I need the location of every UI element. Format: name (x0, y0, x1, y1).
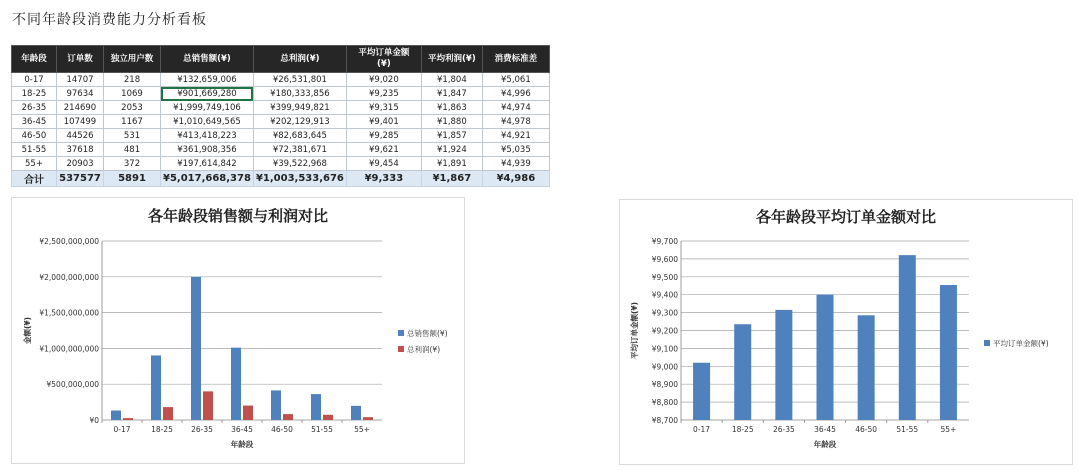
table-cell[interactable]: ¥1,863 (421, 101, 482, 115)
table-cell[interactable]: ¥4,974 (482, 101, 549, 115)
table-cell[interactable]: ¥72,381,671 (253, 143, 346, 157)
x-tick-label: 18-25 (731, 425, 754, 434)
y-tick-label: ¥8,700 (651, 416, 678, 425)
summary-table (11, 45, 550, 187)
y-tick-label: ¥9,600 (651, 254, 678, 264)
x-tick-label: 26-35 (191, 425, 213, 434)
table-cell[interactable]: ¥1,924 (421, 143, 482, 157)
sales-profit-chart-panel (11, 197, 465, 464)
table-cell[interactable]: 37618 (57, 143, 104, 157)
chart-title: 各年龄段平均订单金额对比 (755, 208, 937, 226)
table-cell[interactable]: ¥197,614,842 (161, 157, 254, 171)
bar (734, 324, 751, 420)
y-tick-label: ¥1,000,000,000 (39, 344, 99, 354)
legend-swatch (398, 330, 404, 336)
table-row (12, 157, 550, 171)
x-tick-label: 18-25 (151, 425, 173, 434)
bar (817, 295, 834, 420)
table-cell[interactable]: ¥4,921 (482, 129, 549, 143)
x-tick-label: 26-35 (772, 425, 795, 434)
table-cell[interactable]: ¥202,129,913 (253, 115, 346, 129)
table-cell[interactable]: ¥9,454 (346, 157, 421, 171)
table-cell[interactable]: ¥9,020 (346, 73, 421, 87)
y-axis-label: 金额(¥) (23, 316, 32, 345)
bar (283, 414, 293, 420)
x-tick-label: 0-17 (113, 425, 131, 434)
table-cell[interactable]: ¥1,804 (421, 73, 482, 87)
table-cell[interactable]: ¥399,949,821 (253, 101, 346, 115)
avg-order-chart (620, 200, 1072, 464)
y-tick-label: ¥0 (89, 416, 99, 425)
page-title: 不同年龄段消费能力分析看板 (12, 12, 207, 28)
table-cell[interactable]: 0-17 (12, 73, 57, 87)
x-tick-label: 51-55 (311, 425, 333, 434)
bar (123, 418, 133, 420)
table-cell[interactable]: 97634 (57, 87, 104, 101)
x-axis-label: 年龄段 (230, 440, 254, 449)
y-tick-label: ¥9,500 (651, 272, 678, 282)
table-cell[interactable]: ¥9,401 (346, 115, 421, 129)
chart-title: 各年龄段销售额与利润对比 (147, 207, 329, 225)
y-tick-label: ¥2,500,000,000 (39, 237, 99, 246)
y-tick-label: ¥2,000,000,000 (39, 272, 99, 282)
table-cell[interactable]: ¥5,035 (482, 143, 549, 157)
table-cell[interactable]: ¥1,010,649,565 (161, 115, 254, 129)
bar (163, 407, 173, 420)
bar (351, 406, 361, 420)
legend-label: 平均订单金额(¥) (993, 339, 1049, 348)
total-cell[interactable]: ¥1,867 (421, 171, 482, 187)
table-row (12, 115, 550, 129)
table-header-row (12, 46, 550, 73)
total-cell[interactable]: ¥4,986 (482, 171, 549, 187)
table-cell[interactable]: ¥180,333,856 (253, 87, 346, 101)
x-axis-label: 年龄段 (813, 440, 837, 449)
bar (191, 277, 201, 420)
sales-profit-chart (12, 198, 464, 463)
table-cell[interactable]: ¥9,235 (346, 87, 421, 101)
total-row (12, 171, 550, 187)
table-cell[interactable]: 531 (104, 129, 161, 143)
table-cell[interactable]: ¥413,418,223 (161, 129, 254, 143)
bar (243, 406, 253, 420)
table-cell[interactable]: ¥4,996 (482, 87, 549, 101)
total-cell[interactable]: ¥9,333 (346, 171, 421, 187)
legend-label: 总利润(¥) (407, 345, 441, 354)
table-cell[interactable]: 46-50 (12, 129, 57, 143)
table-cell[interactable]: ¥132,659,006 (161, 73, 254, 87)
table-cell[interactable]: ¥1,999,749,106 (161, 101, 254, 115)
table-cell[interactable]: 14707 (57, 73, 104, 87)
bar (693, 363, 710, 420)
column-header: 平均利润(¥) (421, 46, 482, 73)
table-cell[interactable]: 20903 (57, 157, 104, 171)
table-cell[interactable]: ¥361,908,356 (161, 143, 254, 157)
y-tick-label: ¥9,300 (651, 308, 678, 318)
bar (940, 285, 957, 420)
x-tick-label: 36-45 (231, 425, 253, 434)
x-tick-label: 55+ (940, 425, 957, 434)
bar (363, 417, 373, 420)
table-cell[interactable]: 218 (104, 73, 161, 87)
table-cell[interactable]: ¥9,315 (346, 101, 421, 115)
total-cell[interactable]: ¥1,003,533,676 (253, 171, 346, 187)
column-header: 消费标准差 (482, 46, 549, 73)
selected-cell[interactable]: ¥901,669,280 (161, 87, 254, 101)
legend-swatch (398, 346, 404, 352)
table-cell[interactable]: 44526 (57, 129, 104, 143)
bar (775, 310, 792, 420)
bar (151, 355, 161, 420)
table-row (12, 87, 550, 101)
y-tick-label: ¥9,700 (651, 237, 678, 246)
table-cell[interactable]: ¥5,061 (482, 73, 549, 87)
x-tick-label: 46-50 (271, 425, 293, 434)
table-cell[interactable]: 1069 (104, 87, 161, 101)
table-cell[interactable]: 1167 (104, 115, 161, 129)
bar (271, 390, 281, 420)
table-cell[interactable]: 481 (104, 143, 161, 157)
bar (203, 391, 213, 420)
bar (899, 255, 916, 420)
x-tick-label: 51-55 (896, 425, 919, 434)
column-header: 订单数 (57, 46, 104, 73)
y-tick-label: ¥9,200 (651, 326, 678, 336)
bar (323, 415, 333, 420)
x-tick-label: 55+ (354, 425, 370, 434)
column-header: 平均订单金额 (¥) (346, 46, 421, 73)
table-cell[interactable]: ¥1,857 (421, 129, 482, 143)
bar (858, 315, 875, 420)
table-cell[interactable]: 55+ (12, 157, 57, 171)
y-tick-label: ¥9,100 (651, 344, 678, 354)
table-row (12, 73, 550, 87)
total-cell[interactable]: 537577 (57, 171, 104, 187)
bar (111, 411, 121, 420)
table-cell[interactable]: ¥9,621 (346, 143, 421, 157)
table-cell[interactable]: ¥1,880 (421, 115, 482, 129)
table-cell[interactable]: ¥4,939 (482, 157, 549, 171)
table-cell[interactable]: ¥1,847 (421, 87, 482, 101)
y-tick-label: ¥500,000,000 (46, 380, 99, 390)
avg-order-chart-panel (619, 199, 1073, 465)
y-tick-label: ¥8,800 (651, 398, 678, 408)
column-header: 总销售额(¥) (161, 46, 254, 73)
bar (311, 394, 321, 420)
table-row (12, 129, 550, 143)
table-cell[interactable]: 372 (104, 157, 161, 171)
column-header: 总利润(¥) (253, 46, 346, 73)
x-tick-label: 46-50 (855, 425, 878, 434)
column-header: 年龄段 (12, 46, 57, 73)
table-row (12, 101, 550, 115)
table-cell[interactable]: 107499 (57, 115, 104, 129)
legend-swatch (984, 340, 990, 346)
table-cell[interactable]: ¥9,285 (346, 129, 421, 143)
table-cell[interactable]: 26-35 (12, 101, 57, 115)
bar (231, 348, 241, 420)
table-cell[interactable]: ¥26,531,801 (253, 73, 346, 87)
total-cell[interactable]: ¥5,017,668,378 (161, 171, 254, 187)
y-axis-label: 平均订单金额(¥) (630, 301, 639, 360)
table-cell[interactable]: 51-55 (12, 143, 57, 157)
column-header: 独立用户数 (104, 46, 161, 73)
table-cell[interactable]: 18-25 (12, 87, 57, 101)
table-cell[interactable]: ¥82,683,645 (253, 129, 346, 143)
table-cell[interactable]: ¥4,978 (482, 115, 549, 129)
x-tick-label: 0-17 (693, 425, 711, 434)
table-cell[interactable]: 36-45 (12, 115, 57, 129)
legend-label: 总销售额(¥) (407, 329, 448, 338)
total-cell[interactable]: 5891 (104, 171, 161, 187)
table-cell[interactable]: ¥39,522,968 (253, 157, 346, 171)
total-cell[interactable]: 合计 (12, 171, 57, 187)
table-row (12, 143, 550, 157)
y-tick-label: ¥1,500,000,000 (39, 308, 99, 318)
x-tick-label: 36-45 (814, 425, 836, 434)
table-cell[interactable]: 214690 (57, 101, 104, 115)
y-tick-label: ¥9,000 (651, 362, 678, 372)
y-tick-label: ¥8,900 (651, 380, 678, 390)
table-cell[interactable]: ¥1,891 (421, 157, 482, 171)
y-tick-label: ¥9,400 (651, 290, 678, 300)
table-cell[interactable]: 2053 (104, 101, 161, 115)
